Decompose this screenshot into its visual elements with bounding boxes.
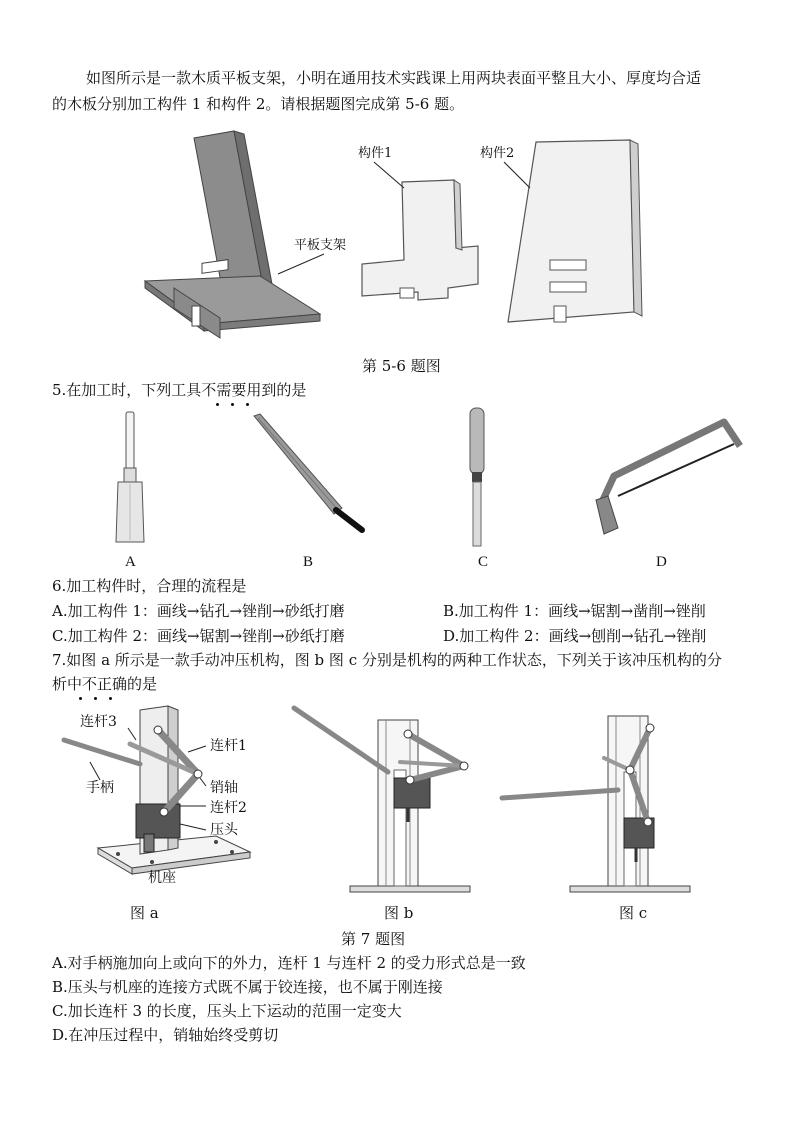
intro-line-2: 的木板分别加工构件 1 和构件 2。请根据题图完成第 5-6 题。 [52,95,465,113]
label-link-1: 连杆1 [210,738,247,754]
tool-d-hacksaw [594,416,744,540]
tool-c-chisel [460,406,496,548]
label-base: 机座 [148,870,176,886]
emphasis-dot [246,403,249,406]
label-link-3: 连杆3 [80,714,117,730]
label-link-2: 连杆2 [210,800,247,816]
label-pin: 销轴 [210,780,238,796]
q5-option-a: A [125,554,136,570]
emphasis-dot [231,403,234,406]
q7-option-a: A.对手柄施加向上或向下的外力，连杆 1 与连杆 2 的受力形式总是一致 [52,954,526,972]
part2-leader-line [502,160,532,190]
part1-figure [356,170,486,320]
label-part-1: 构件1 [358,146,393,161]
emphasis-dot [216,403,219,406]
q7-stem-line-1: 7.如图 a 所示是一款手动冲压机构，图 b 图 c 分别是机构的两种工作状态，下列关于该冲压机构的分 [52,651,722,669]
figure-56-caption: 第 5-6 题图 [362,357,441,375]
q6-option-d: D.加工构件 2：画线→刨削→钻孔→锉削 [443,627,707,645]
label-part-2: 构件2 [480,146,515,161]
tool-b-file [250,412,368,532]
q7-stem-line-2: 析中不正确的是 [52,675,158,693]
press-figure-b [290,706,490,900]
figure-c-caption: 图 c [619,904,648,922]
q5-option-b: B [303,554,314,570]
label-ram: 压头 [210,822,238,838]
press-figure-c [500,712,700,902]
figure-b-caption: 图 b [384,904,414,922]
figure-7-caption: 第 7 题图 [341,930,406,948]
q6-option-c: C.加工构件 2：画线→锯割→锉削→砂纸打磨 [52,627,345,645]
label-tablet-stand: 平板支架 [294,238,347,253]
q6-option-b: B.加工构件 1：画线→锯割→凿削→锉削 [443,602,706,620]
q7-option-b: B.压头与机座的连接方式既不属于铰连接，也不属于刚连接 [52,978,443,996]
q7-option-d: D.在冲压过程中，销轴始终受剪切 [52,1026,279,1044]
label-handle: 手柄 [86,780,114,796]
part1-leader-line [372,160,406,190]
q5-option-c: C [478,554,489,570]
q6-stem: 6.加工构件时，合理的流程是 [52,577,247,595]
q6-option-a: A.加工构件 1：画线→钻孔→锉削→砂纸打磨 [52,602,345,620]
q7-option-c: C.加长连杆 3 的长度，压头上下运动的范围一定变大 [52,1002,402,1020]
figure-a-caption: 图 a [130,904,159,922]
q5-stem: 5.在加工时，下列工具不需要用到的是 [52,381,307,399]
intro-line-1: 如图所示是一款木质平板支架，小明在通用技术实践课上用两块表面平整且大小、厚度均合适 [86,69,702,87]
tool-a-saw [112,410,148,546]
q5-option-d: D [656,554,667,570]
stand-leader-line [276,252,326,276]
